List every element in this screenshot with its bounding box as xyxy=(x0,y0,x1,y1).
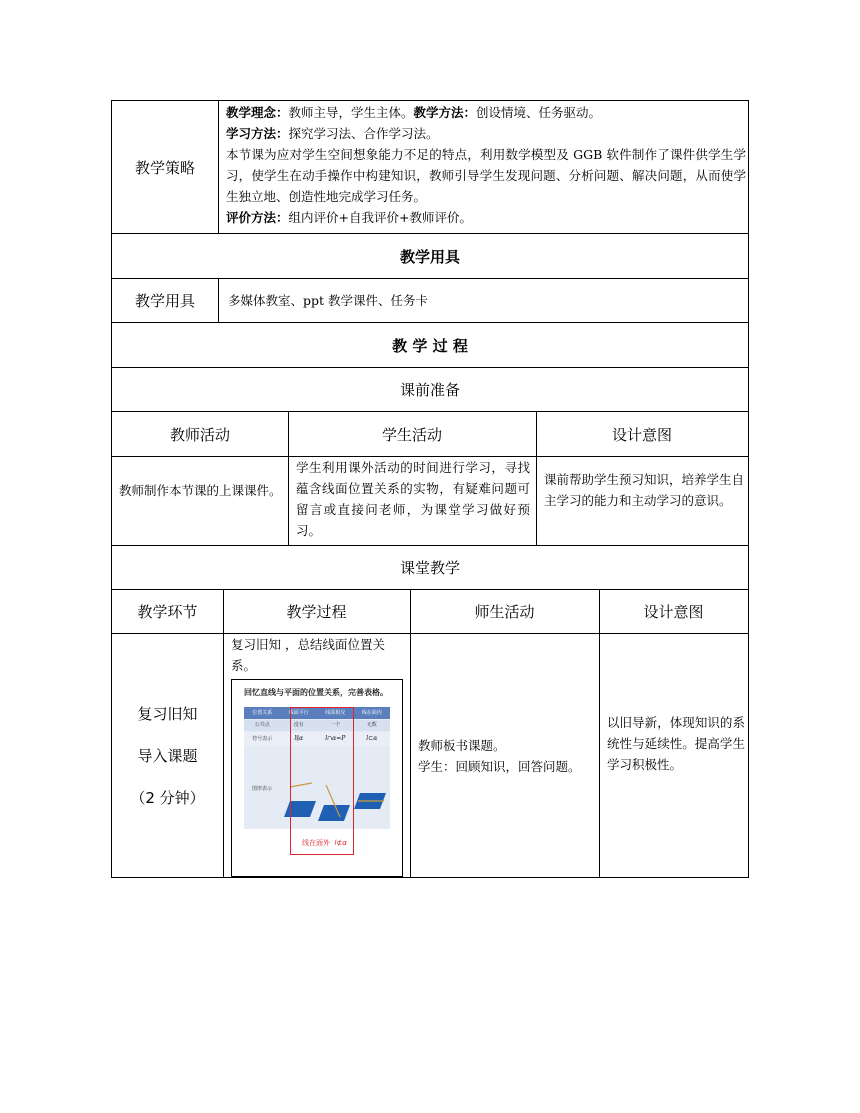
strategy-block xyxy=(111,100,749,234)
stage-line-2: 导入课题 xyxy=(137,746,198,765)
process-text: 复习旧知 ，总结线面位置关系。 xyxy=(231,637,385,673)
slide-r3-label: 图形表示 xyxy=(251,785,272,792)
stage-line-3: （2 分钟） xyxy=(130,788,205,807)
classroom-title-text: 课堂教学 xyxy=(399,559,460,577)
slide-r2-c2: l∥α xyxy=(294,735,304,742)
activity-line-2: 学生：回顾知识，回答问题。 xyxy=(418,759,581,774)
prep-header-teacher: 教师活动 xyxy=(169,425,230,444)
prep-intent-text: 课前帮助学生预习知识，培养学生自主学习的能力和主动学习的意识。 xyxy=(544,472,745,508)
stage-line-1: 复习旧知 xyxy=(137,704,198,723)
slide-footer xyxy=(302,838,347,848)
strategy-line-1 xyxy=(226,102,746,123)
slide-table xyxy=(244,707,390,829)
classroom-header-process: 教学过程 xyxy=(286,603,347,621)
classroom-header-intent: 设计意图 xyxy=(643,603,704,621)
classroom-header-stage: 教学环节 xyxy=(137,603,198,621)
learning-method-label: 学习方法： xyxy=(226,126,289,141)
classroom-title xyxy=(111,545,749,590)
tools-section-title xyxy=(111,233,749,279)
teaching-philosophy-text: 教师主导，学生主体。 xyxy=(288,105,414,120)
evaluation-method-text: 组内评价+自我评价+教师评价。 xyxy=(288,210,472,225)
slide-col-3: 线面相交 xyxy=(325,710,346,716)
strategy-content xyxy=(226,102,746,228)
strategy-label: 教学策略 xyxy=(134,158,195,177)
prep-header-student: 学生活动 xyxy=(381,425,442,444)
tools-row xyxy=(111,278,749,323)
slide-col-4: 线在面内 xyxy=(361,710,382,716)
prep-teacher-text: 教师制作本节课的上课课件。 xyxy=(119,483,282,498)
tools-content: 多媒体教室、ppt 教学课件、任务卡 xyxy=(228,293,429,308)
tools-label: 教学用具 xyxy=(134,292,195,310)
slide-r2-c3: l∩α=P xyxy=(325,735,346,742)
tools-title-text: 教学用具 xyxy=(399,247,460,266)
classroom-header-activity: 师生活动 xyxy=(474,603,535,621)
slide-r1-c4: 无数 xyxy=(366,722,377,728)
classroom-content-row xyxy=(111,633,749,878)
teaching-philosophy-label: 教学理念： xyxy=(226,105,289,120)
slide-footer-label: 线在面外 xyxy=(302,839,330,847)
prep-content-row xyxy=(111,456,749,546)
slide-red-frame xyxy=(290,707,354,855)
slide-footer-symbol: l⊄α xyxy=(334,839,347,847)
slide-image xyxy=(231,679,403,877)
process-title-text: 教 学 过 程 xyxy=(392,336,468,355)
teaching-method-text: 创设情境、任务驱动。 xyxy=(476,105,602,120)
strategy-line-4 xyxy=(226,207,746,228)
prep-title xyxy=(111,367,749,412)
evaluation-method-label: 评价方法： xyxy=(226,210,289,225)
slide-r2-c1: 符号表示 xyxy=(252,736,273,742)
process-title xyxy=(111,322,749,368)
slide-r2-c4: l⊂α xyxy=(366,735,378,742)
activity-line-1: 教师板书课题。 xyxy=(418,738,506,753)
prep-title-text: 课前准备 xyxy=(399,381,460,399)
slide-r1-c3: 一个 xyxy=(330,722,341,728)
prep-student-text: 学生利用课外活动的时间进行学习，寻找蕴含线面位置关系的实物，有疑难问题可留言或直接问老师，为课堂学习做好预习。 xyxy=(296,460,530,538)
classroom-intent-text: 以旧导新，体现知识的系统性与延续性。提高学生学习积极性。 xyxy=(607,715,745,772)
slide-col-1: 位置关系 xyxy=(252,710,273,716)
classroom-header-row xyxy=(111,589,749,634)
prep-header-intent: 设计意图 xyxy=(611,425,672,444)
learning-method-text: 探究学习法、合作学习法。 xyxy=(288,126,439,141)
strategy-paragraph: 本节课为应对学生空间想象能力不足的特点，利用数学模型及 GGB 软件制作了课件供学生学习，使学生在动手操作中构建知识，教师引导学生发现问题、分析问题、解决问题，从而使学生独立地、创造性地完成学习任务。 xyxy=(226,147,746,204)
strategy-line-2 xyxy=(226,123,746,144)
stage-cell xyxy=(112,634,223,877)
prep-header-row xyxy=(111,411,749,457)
slide-col-2: 线面平行 xyxy=(288,710,309,716)
teaching-method-label: 教学方法： xyxy=(413,105,477,120)
slide-r1-c1: 公共点 xyxy=(254,722,270,728)
activity-cell xyxy=(418,735,598,777)
slide-r1-c2: 没有 xyxy=(293,722,304,728)
slide-title: 回忆直线与平面的位置关系，完善表格。 xyxy=(244,688,388,697)
